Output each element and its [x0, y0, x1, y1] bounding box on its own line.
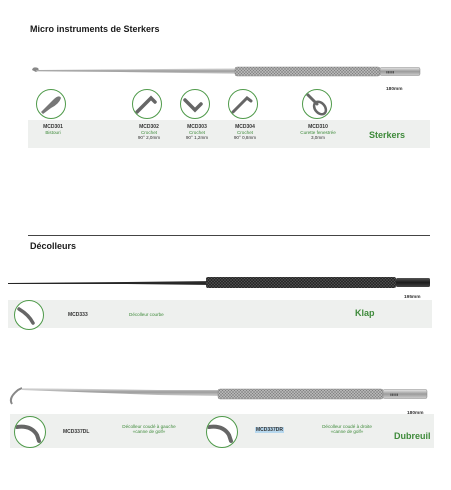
item-mcd302: [124, 124, 174, 141]
brand-dubreuil: Dubreuil: [394, 431, 431, 441]
highlighted-code: MCD337DR: [256, 427, 283, 433]
klap-product-code: MCD333: [68, 312, 88, 318]
description-line: «canne de golf»: [330, 429, 364, 435]
description-line: Décolleur coudé à droite: [322, 424, 372, 429]
product-spec: 90° 0,8mm: [233, 135, 257, 141]
description-line: Décolleur coudé à gauche: [122, 424, 176, 429]
sterkers-instrument-image: [30, 60, 440, 86]
sterkers-size: 180mm: [386, 87, 403, 92]
golf-club-elevator-tip-icon: [14, 416, 46, 448]
klap-size: 195mm: [404, 295, 421, 300]
brand-klap: Klap: [355, 308, 375, 318]
product-description: Crochet: [236, 130, 254, 135]
brand-sterkers: Sterkers: [369, 130, 406, 140]
dubreuil-instrument-image: [8, 380, 438, 408]
golf-club-elevator-tip-icon: [206, 416, 238, 448]
dubreuil-right-description: [308, 424, 386, 435]
section-title-decolleurs: Décolleurs: [30, 241, 77, 251]
item-mcd303: [172, 124, 222, 141]
item-mcd310: [290, 124, 346, 141]
item-mcd304: [220, 124, 270, 141]
product-code: MCD303: [187, 124, 207, 130]
klap-instrument-image: [6, 274, 436, 294]
description-line: «canne de golf»: [132, 429, 166, 435]
svg-text:▮▮▮▮▮: ▮▮▮▮▮: [390, 392, 399, 397]
item-mcd301: [28, 124, 78, 135]
product-code: MCD310: [308, 124, 328, 130]
product-description: Curette fenestrée: [300, 130, 336, 135]
dubreuil-left-description: [114, 424, 184, 435]
product-description: Bistouri: [45, 130, 61, 135]
product-description: Crochet: [188, 130, 206, 135]
curette-tip-icon: [302, 89, 332, 119]
dubreuil-right-code: [255, 427, 284, 433]
dubreuil-left-code: MCD337DL: [63, 429, 90, 435]
klap-product-description: Décolleur courbe: [129, 312, 164, 317]
product-code: MCD302: [139, 124, 159, 130]
hook-tip-icon: [180, 89, 210, 119]
svg-text:▮▮▮▮▮: ▮▮▮▮▮: [386, 70, 395, 74]
product-description: Crochet: [140, 130, 158, 135]
product-code: MCD301: [43, 124, 63, 130]
section-divider: [28, 235, 430, 236]
curved-elevator-tip-icon: [14, 300, 44, 330]
section-title-sterkers: Micro instruments de Sterkers: [30, 24, 160, 34]
product-spec: 90° 1,2mm: [185, 135, 209, 141]
product-spec: 3,0mm: [310, 135, 326, 141]
hook-tip-icon: [228, 89, 258, 119]
product-spec: 90° 2,0mm: [137, 135, 161, 141]
product-code: MCD304: [235, 124, 255, 130]
hook-tip-icon: [132, 89, 162, 119]
scalpel-tip-icon: [36, 89, 66, 119]
